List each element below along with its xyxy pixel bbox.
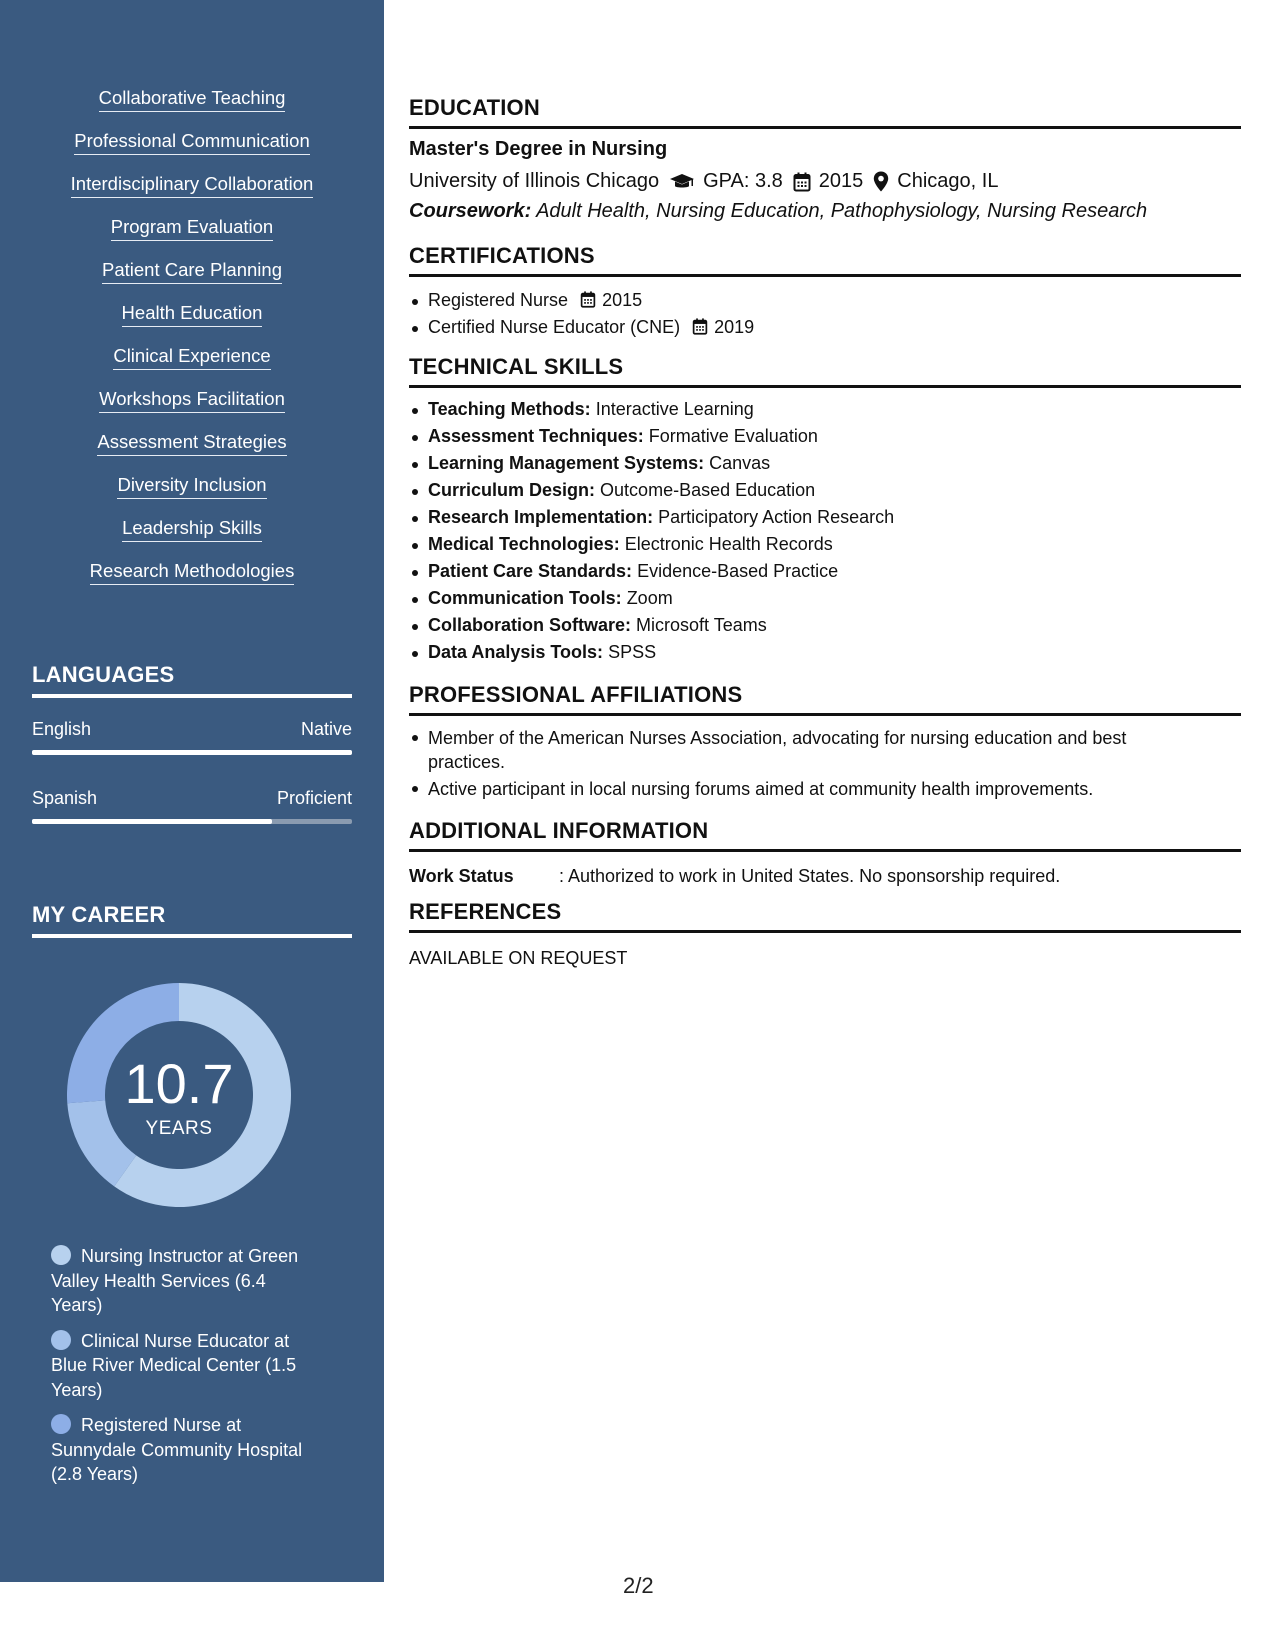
career-legend-text: Registered Nurse at Sunnydale Community Hospital (2.8 Years) [51,1415,303,1484]
language-bar-english [32,750,352,755]
career-total-unit: YEARS [145,1118,213,1139]
skill-label: Communication Tools: [428,588,622,608]
certification-item [409,314,1241,341]
skill-tag: Assessment Strategies [97,430,286,456]
skill-value: Interactive Learning [595,399,754,419]
language-level: Native [300,719,352,739]
affiliation-item: Active participant in local nursing forums aimed at community health improvements. [409,776,1169,803]
skill-label: Learning Management Systems: [428,453,705,473]
certification-year: 2019 [714,317,755,337]
skill-label: Patient Care Standards: [428,561,633,581]
skill-tag: Workshops Facilitation [99,387,285,413]
skill-value: Outcome-Based Education [600,480,816,500]
skill-tag: Patient Care Planning [102,258,282,284]
career-legend-text: Clinical Nurse Educator at Blue River Medical Center (1.5 Years) [51,1330,297,1400]
career-donut-chart [66,982,292,1208]
education-details [409,170,998,193]
career-legend [51,1244,321,1498]
skill-tag: Health Education [122,301,263,327]
certification-name: Registered Nurse [428,290,569,310]
skill-label: Research Implementation: [428,507,654,527]
skill-value: Zoom [626,588,673,608]
skill-label: Teaching Methods: [428,399,591,419]
technical-skill-item [409,504,1241,531]
technical-skill-item [409,396,1241,423]
career-legend-item [51,1244,321,1318]
calendar-icon [692,318,708,335]
technical-skill-item [409,531,1241,558]
language-name: Spanish [32,788,98,808]
skill-label: Collaboration Software: [428,615,632,635]
skill-value: Evidence-Based Practice [637,561,839,581]
page-number: 2/2 [623,1573,654,1598]
education-heading: EDUCATION [409,95,1241,129]
skill-tag: Program Evaluation [111,215,273,241]
skill-tag: Leadership Skills [122,516,262,542]
skill-value: Participatory Action Research [658,507,895,527]
certifications-heading: CERTIFICATIONS [409,243,1241,277]
skill-tag: Diversity Inclusion [117,473,266,499]
skill-label: Medical Technologies: [428,534,620,554]
school-name: University of Illinois Chicago [409,170,660,192]
technical-skill-item [409,558,1241,585]
career-heading: MY CAREER [32,902,352,938]
skill-value: Electronic Health Records [624,534,833,554]
skill-label: Assessment Techniques: [428,426,644,446]
gpa: GPA: 3.8 [703,170,783,192]
legend-dot-icon [51,1414,71,1434]
skill-tag: Clinical Experience [113,344,270,370]
certification-year: 2015 [602,290,643,310]
technical-skill-item [409,423,1241,450]
skill-tag: Interdisciplinary Collaboration [71,172,314,198]
career-legend-item [51,1413,321,1487]
certifications-list [409,287,1241,341]
language-name: English [32,719,92,739]
technical-skill-item [409,585,1241,612]
work-status-row [409,866,1060,887]
language-bar-spanish [32,819,352,824]
coursework-list: Adult Health, Nursing Education, Pathophysiology, Nursing Research [536,200,1148,222]
coursework-label: Coursework: [409,200,532,222]
language-bar-fill [32,750,352,755]
references-text: AVAILABLE ON REQUEST [409,948,628,968]
degree-title: Master's Degree in Nursing [409,138,668,160]
technical-skill-item [409,450,1241,477]
technical-skill-item [409,612,1241,639]
skill-value: Microsoft Teams [636,615,767,635]
work-status-value: : Authorized to work in United States. No sponsorship required. [559,866,1061,886]
graduation-cap-icon [669,173,695,191]
legend-dot-icon [51,1330,71,1350]
skills-list [0,86,384,602]
skill-value: SPSS [608,642,657,662]
sidebar [0,0,384,1582]
skill-label: Data Analysis Tools: [428,642,604,662]
certification-item [409,287,1241,314]
donut-center [66,982,292,1208]
affiliation-item: Member of the American Nurses Association, advocating for nursing education and best practices. [409,725,1169,776]
work-status-label: Work Status [409,866,514,886]
languages-heading: LANGUAGES [32,662,352,698]
references-heading: REFERENCES [409,899,1241,933]
education-location: Chicago, IL [897,170,999,192]
skill-value: Canvas [709,453,771,473]
language-row-english [32,719,352,740]
coursework [409,200,1147,223]
calendar-icon [580,291,596,308]
legend-dot-icon [51,1245,71,1265]
skill-tag: Research Methodologies [90,559,295,585]
language-level: Proficient [276,788,352,808]
career-legend-item [51,1329,321,1403]
skill-value: Formative Evaluation [648,426,818,446]
skill-label: Curriculum Design: [428,480,596,500]
certification-name: Certified Nurse Educator (CNE) [428,317,681,337]
skill-tag: Collaborative Teaching [99,86,286,112]
graduation-year: 2015 [818,170,864,192]
language-bar-fill [32,819,272,824]
technical-skills-heading: TECHNICAL SKILLS [409,354,1241,388]
location-pin-icon [873,171,889,192]
additional-info-heading: ADDITIONAL INFORMATION [409,818,1241,852]
skill-tag: Professional Communication [74,129,309,155]
affiliations-heading: PROFESSIONAL AFFILIATIONS [409,682,1241,716]
technical-skill-item [409,639,1241,666]
technical-skill-item [409,477,1241,504]
technical-skills-list [409,396,1241,666]
career-legend-text: Nursing Instructor at Green Valley Health Services (6.4 Years) [51,1246,299,1315]
language-row-spanish [32,788,352,809]
affiliations-list [409,725,1169,803]
career-total-years: 10.7 [124,1052,234,1115]
calendar-icon [793,172,811,192]
